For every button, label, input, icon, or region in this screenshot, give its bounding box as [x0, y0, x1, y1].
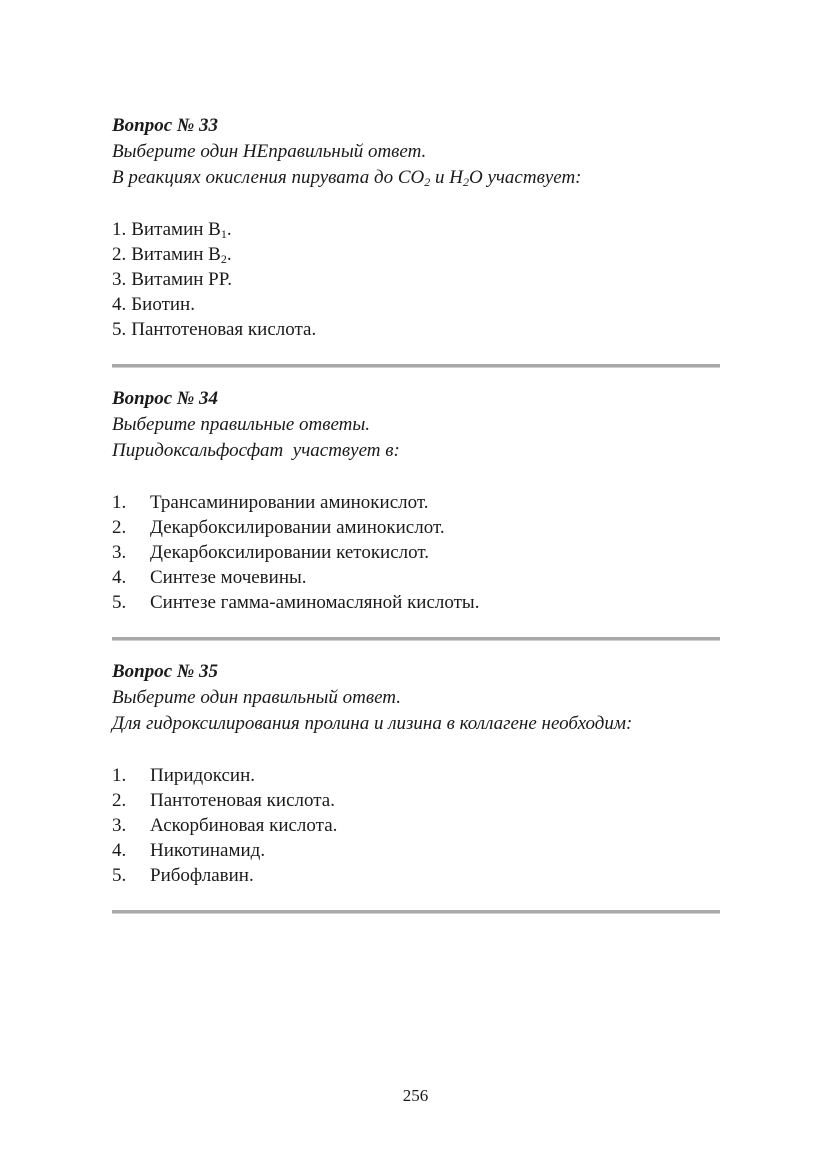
answer-option: 2. Пантотеновая кислота. — [112, 790, 335, 811]
question-title: Вопрос № 34 — [112, 388, 219, 409]
question-instruction: Выберите правильные ответы. — [112, 414, 371, 435]
section-divider — [112, 364, 720, 368]
answer-option: 4. Биотин. — [112, 294, 195, 315]
answer-options — [112, 490, 720, 615]
answer-option: 3. Витамин PP. — [112, 269, 232, 290]
question-35 — [112, 659, 720, 888]
section-divider — [112, 637, 720, 641]
page-number: 256 — [402, 1086, 429, 1105]
question-prompt: Пиридоксальфосфат участвует в: — [112, 440, 400, 461]
answer-options — [112, 217, 720, 342]
question-instruction: Выберите один правильный ответ. — [112, 687, 401, 708]
question-instruction: Выберите один НЕправильный ответ. — [112, 141, 427, 162]
section-divider — [112, 910, 720, 914]
answer-option: 2. Витамин $B_2$. — [112, 244, 232, 266]
question-title: Вопрос № 35 — [112, 661, 219, 682]
question-prompt: Для гидроксилирования пролина и лизина в коллагене необходим: — [112, 713, 633, 734]
question-34 — [112, 386, 720, 615]
question-title: Вопрос № 33 — [112, 115, 219, 136]
answer-option: 5. Пантотеновая кислота. — [112, 319, 317, 340]
answer-option: 2. Декарбоксилировании аминокислот. — [112, 517, 445, 538]
answer-option: 4. Никотинамид. — [112, 840, 266, 861]
answer-option: 5. Рибофлавин. — [112, 865, 254, 886]
answer-option: 4. Синтезе мочевины. — [112, 567, 307, 588]
answer-option: 3. Декарбоксилировании кетокислот. — [112, 542, 430, 563]
question-prompt: В реакциях окисления пирувата до $CO_2$ и $H_2O$ участвует: — [112, 167, 582, 189]
answer-option: 5. Синтезе гамма-аминомасляной кислоты. — [112, 592, 480, 613]
answer-option: 1. Трансаминировании аминокислот. — [112, 492, 429, 513]
answer-option: 1. Витамин $B_1$. — [112, 219, 232, 241]
answer-options — [112, 763, 720, 888]
question-33 — [112, 113, 720, 342]
answer-option: 1. Пиридоксин. — [112, 765, 256, 786]
answer-option: 3. Аскорбиновая кислота. — [112, 815, 338, 836]
